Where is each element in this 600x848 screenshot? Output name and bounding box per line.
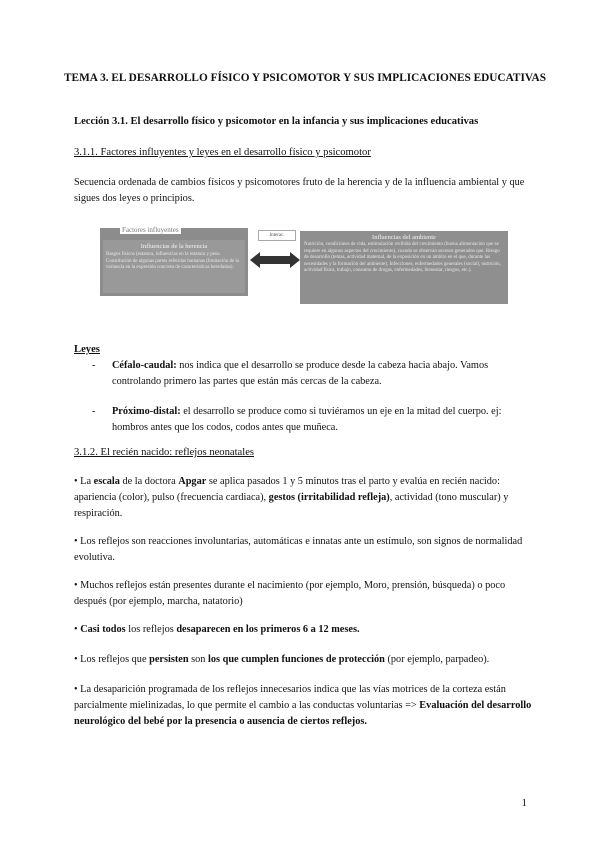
section-heading-2: 3.1.2. El recién nacido: reflejos neonatales xyxy=(74,447,255,458)
paragraph-disappear xyxy=(74,622,534,638)
intro-paragraph: Secuencia ordenada de cambios físicos y psicomotores fruto de la herencia y de la influencia ambiental y que sigues dos leyes o principios. xyxy=(74,177,525,204)
double-arrow-icon xyxy=(250,250,300,270)
list-item xyxy=(92,404,532,436)
leyes-heading: Leyes xyxy=(74,344,100,355)
law-term: Céfalo-caudal: xyxy=(112,360,177,371)
text-run: • La xyxy=(74,476,94,487)
text-run-bold: desaparecen en los primeros 6 a 12 meses. xyxy=(176,624,360,635)
text-run-bold: los que cumplen funciones de protección xyxy=(208,654,385,665)
paragraph-reflexes: • Los reflejos son reacciones involuntarias, automáticas e innatas ante un estímulo, son signos de normalidad evolutiva. xyxy=(74,536,523,563)
text-run: • La desaparición programada de los reflejos innecesarios indica que las vías motrices de la corteza están parcialmente mielinizadas, lo que permite el cambio a las conductas voluntarias => xyxy=(74,684,506,711)
text-run-bold: Casi todos xyxy=(80,624,126,635)
leyes-list xyxy=(92,358,532,436)
law-text: el desarrollo se produce como si tuviéramos un eje en la mitad del cuerpo. ej: hombros antes que los codos, codos antes que muñeca. xyxy=(112,406,502,433)
text-run: se aplica pasados 1 y 5 minutos tras el parto y evalúa en recién nacido: apariencia (color), pulso (frecuencia cardiaca), xyxy=(74,476,500,503)
text-run-bold: Apgar xyxy=(178,476,207,487)
paragraph-apgar xyxy=(74,474,534,522)
text-run: de la doctora xyxy=(119,476,179,487)
text-run-bold: persisten xyxy=(149,654,189,665)
law-text: nos indica que el desarrollo se produce desde la cabeza hacia abajo. Vamos controlando primero las partes que están más cercas de la cabeza. xyxy=(112,360,489,387)
lesson-heading: Lección 3.1. El desarrollo físico y psicomotor en la infancia y sus implicaciones educativas xyxy=(74,116,479,127)
section-heading-1: 3.1.1. Factores influyentes y leyes en el desarrollo físico y psicomotor xyxy=(74,147,371,158)
list-dash: - xyxy=(92,406,96,417)
page-title: TEMA 3. EL DESARROLLO FÍSICO Y PSICOMOTOR Y SUS IMPLICACIONES EDUCATIVAS xyxy=(64,72,546,84)
environment-box xyxy=(300,231,508,304)
text-run-bold: escala xyxy=(93,476,120,487)
heredity-title: Influencias de la herencia xyxy=(140,243,208,250)
heredity-box xyxy=(100,228,248,296)
heredity-text: Rasgos físicos (estatura, influencias en la estatura y peso. Constitución de algunas partes referidas humanas (limitación de la variancia en la expresión concreta de características heredadas). xyxy=(106,252,240,270)
environment-text: Nutrición, condiciones de vida, estimulación recibida del crecimiento (buena alimentación que se requiere en algunos aspectos del crecimiento), cuando se observan sucesos generados que. Riesgo de desarrollo (temas, actividad maternal, de la exposición en un ámbito en el que, durante las necesidades y la formación del ambiente). Infecciones, enfermedades generales (social), nutrición, actividad física, trabajo, consumo de drogas, enfermedades, bienestar, riesgos, etc.). xyxy=(304,242,501,273)
diagram-header: Factores influyentes xyxy=(122,226,179,234)
paragraph-evaluation xyxy=(74,682,534,730)
text-run: , actividad (tono muscular) y respiración. xyxy=(74,492,509,519)
text-run-bold: Evaluación del desarrollo neurológico del bebé por la presencia o ausencia de ciertos reflejos. xyxy=(74,700,532,727)
factors-diagram xyxy=(100,228,510,304)
page-number: 1 xyxy=(521,797,527,809)
list-dash: - xyxy=(92,360,96,371)
text-run: los reflejos xyxy=(125,624,177,635)
paragraph-birth-reflexes: • Muchos reflejos están presentes durante el nacimiento (por ejemplo, Moro, prensión, búsqueda) o poco después (por ejemplo, marcha, natatorio) xyxy=(74,580,506,607)
paragraph-persist xyxy=(74,652,534,668)
text-run-bold: gestos (irritabilidad refleja) xyxy=(268,492,390,503)
list-item xyxy=(92,358,532,390)
text-run: son xyxy=(188,654,209,665)
text-run: (por ejemplo, parpadeo). xyxy=(384,654,490,665)
law-term: Próximo-distal: xyxy=(112,406,181,417)
text-run: • Los reflejos que xyxy=(74,654,150,665)
text-run: • xyxy=(74,624,81,635)
environment-title: Influencias del ambiente xyxy=(372,234,436,241)
interaction-tag: Interac. xyxy=(258,230,296,241)
